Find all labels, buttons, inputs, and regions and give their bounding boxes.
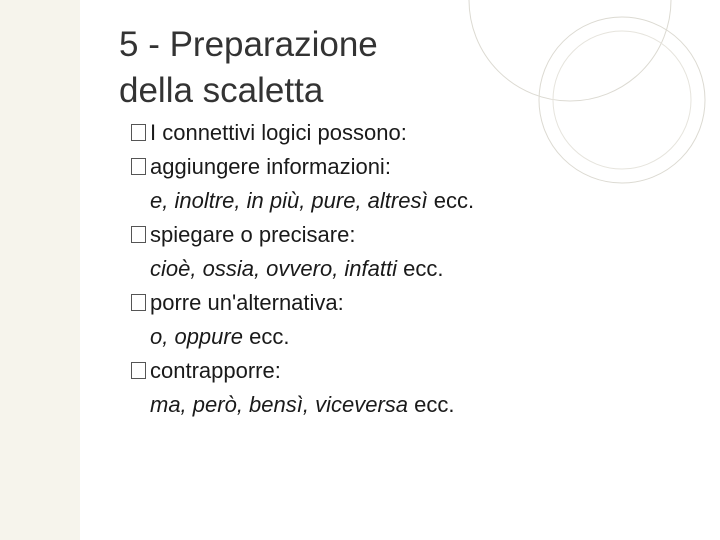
intro-text: I connettivi logici possono: [150,120,407,145]
square-bullet-icon [131,294,146,311]
list-item [131,354,691,422]
item-examples [131,388,691,422]
list-item-intro [131,116,691,150]
examples-italic: ma, però, bensì, viceversa [150,392,409,417]
item-label: porre un'alternativa: [150,290,344,315]
examples-suffix: ecc. [397,256,444,281]
examples-italic: o, oppure [150,324,243,349]
bullet-list [131,116,691,422]
square-bullet-icon [131,226,146,243]
square-bullet-icon [131,362,146,379]
list-item [131,150,691,218]
examples-italic: e, inoltre, in più, pure, altresì [150,188,428,213]
square-bullet-icon [131,158,146,175]
item-label: aggiungere informazioni: [150,154,391,179]
examples-suffix: ecc. [242,324,290,349]
list-item [131,218,691,286]
title-line-1: 5 - Preparazione [119,25,378,64]
item-examples [131,252,691,286]
examples-italic: cioè, ossia, ovvero, infatti [150,256,398,281]
examples-suffix: ecc. [408,392,455,417]
item-label: spiegare o precisare: [150,222,356,247]
item-label: contrapporre: [150,358,281,383]
page-title [119,22,679,114]
item-examples [131,184,691,218]
examples-suffix: ecc. [427,188,475,213]
title-line-2: della scaletta [119,71,324,110]
item-examples [131,320,691,354]
square-bullet-icon [131,124,146,141]
list-item [131,286,691,354]
